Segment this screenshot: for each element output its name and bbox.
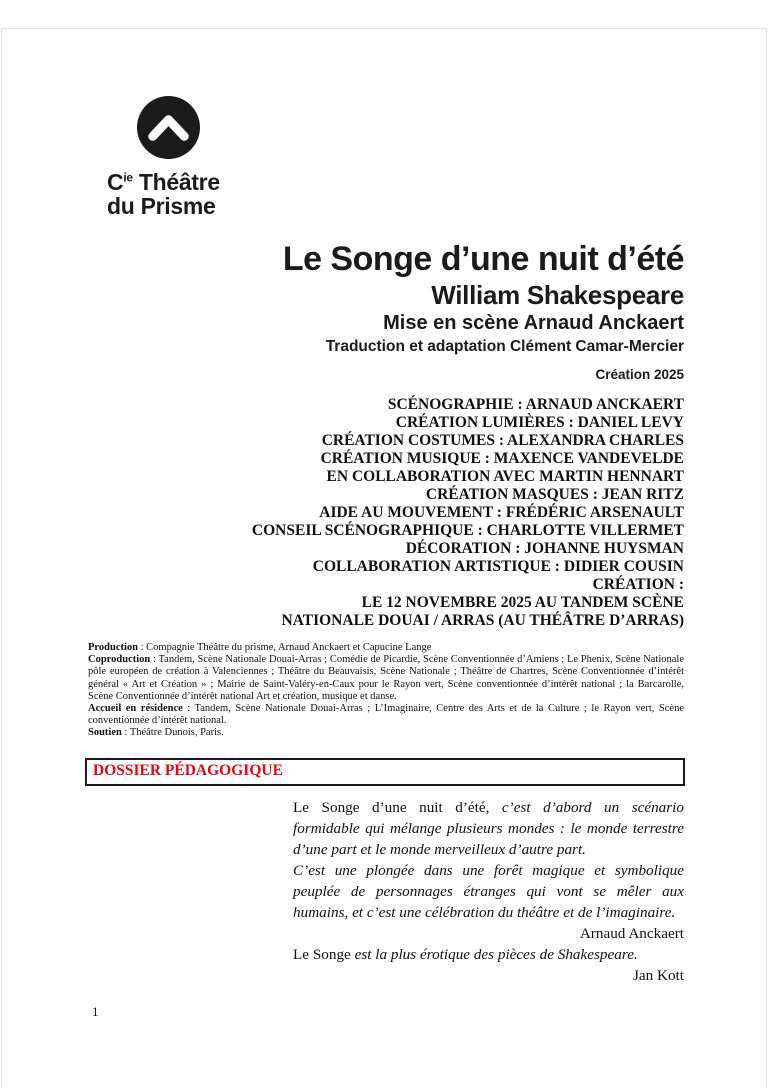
- dossier-pedagogique-banner: [85, 758, 685, 786]
- credit-line: LE 12 NOVEMBRE 2025 AU TANDEM SCÈNE: [361, 594, 684, 611]
- quote-paragraph-2: C’est une plongée dans une forêt magique et symbolique peuplée de personnages étranges qui vont se mêler aux humains, et c’est une célébration du théâtre et de l’imaginaire.: [293, 862, 684, 921]
- credits-list: [85, 396, 684, 630]
- production-block: [88, 642, 684, 740]
- company-name-line1: $C^{ie}$ Théâtre: [107, 168, 220, 195]
- credit-line: CRÉATION :: [592, 576, 684, 593]
- quote-attribution-anckaert: Arnaud Anckaert: [579, 925, 684, 942]
- credit-line: SCÉNOGRAPHIE : ARNAUD ANCKAERT: [387, 396, 684, 413]
- quote-attribution-kott: Jan Kott: [632, 967, 684, 984]
- kott-quote: Le Songe est la plus érotique des pièces de Shakespeare.: [293, 946, 638, 963]
- translation-credit: Traduction et adaptation Clément Camar-Mercier: [325, 338, 684, 355]
- credit-line: CRÉATION MUSIQUE : MAXENCE VANDEVELDE: [320, 450, 684, 467]
- quote-block: [293, 797, 684, 986]
- credit-line: DÉCORATION : JOHANNE HUYSMAN: [405, 540, 684, 557]
- stage-direction: Mise en scène Arnaud Anckaert: [383, 312, 684, 334]
- company-name-line2: du Prisme: [107, 192, 216, 219]
- company-name: [107, 165, 277, 218]
- credit-line: EN COLLABORATION AVEC MARTIN HENNART: [326, 468, 684, 485]
- coproduction-line: Coproduction : Tandem, Scène Nationale Douai-Arras ; Comédie de Picardie, Scène Conventionnée d’Amiens ; Le Phenix, Scène Nationale pôle européen de création à Valenciennes ; Théâtre du Beauvaisis, Scène Nationale ; Théâtre de Chartres, Scène Conventionnée d’intérêt général « Art et Création » ; Mairie de Saint-Valéry-en-Caux pour le Rayon vert, Scène conventionnée d’intérêt national ; la Barcarolle, Scène Conventionnée d’intérêt national Art et création, musique et danse.: [88, 654, 684, 702]
- residence-line: Accueil en résidence : Tandem, Scène Nationale Douai-Arras ; L’Imaginaire, Centre des Arts et de la Culture ; le Rayon vert, Scène conventionnée d’intérêt national.: [88, 703, 684, 727]
- support-line: Soutien : Théâtre Dunois, Paris.: [88, 727, 224, 739]
- author: William Shakespeare: [431, 280, 684, 310]
- title-block: [85, 238, 684, 384]
- quote-paragraph-1: Le Songe d’une nuit d’été, c’est d’abord un scénario formidable qui mélange plusieurs mondes : le monde terrestre d’une part et le monde merveilleux d’autre part.: [293, 799, 684, 858]
- page-title: Le Songe d’une nuit d’été: [282, 240, 684, 278]
- dossier-pedagogique-label: DOSSIER PÉDAGOGIQUE: [93, 762, 283, 779]
- company-logo: [107, 96, 277, 218]
- credit-line: CRÉATION COSTUMES : ALEXANDRA CHARLES: [321, 432, 684, 449]
- creation-year: Création 2025: [595, 367, 684, 382]
- production-line: Production : Compagnie Théâtre du prisme, Arnaud Anckaert et Capucine Lange: [88, 642, 432, 653]
- credit-line: NATIONALE DOUAI / ARRAS (AU THÉÂTRE D’ARRAS): [281, 612, 684, 629]
- credit-line: AIDE AU MOUVEMENT : FRÉDÉRIC ARSENAULT: [319, 504, 684, 521]
- credit-line: CONSEIL SCÉNOGRAPHIQUE : CHARLOTTE VILLERMET: [251, 522, 684, 539]
- page-number: 1: [92, 1004, 99, 1019]
- chevron-up-icon: [137, 96, 200, 159]
- credit-line: CRÉATION MASQUES : JEAN RITZ: [425, 486, 684, 503]
- credit-line: CRÉATION LUMIÈRES : DANIEL LEVY: [395, 414, 684, 431]
- credit-line: COLLABORATION ARTISTIQUE : DIDIER COUSIN: [312, 558, 684, 575]
